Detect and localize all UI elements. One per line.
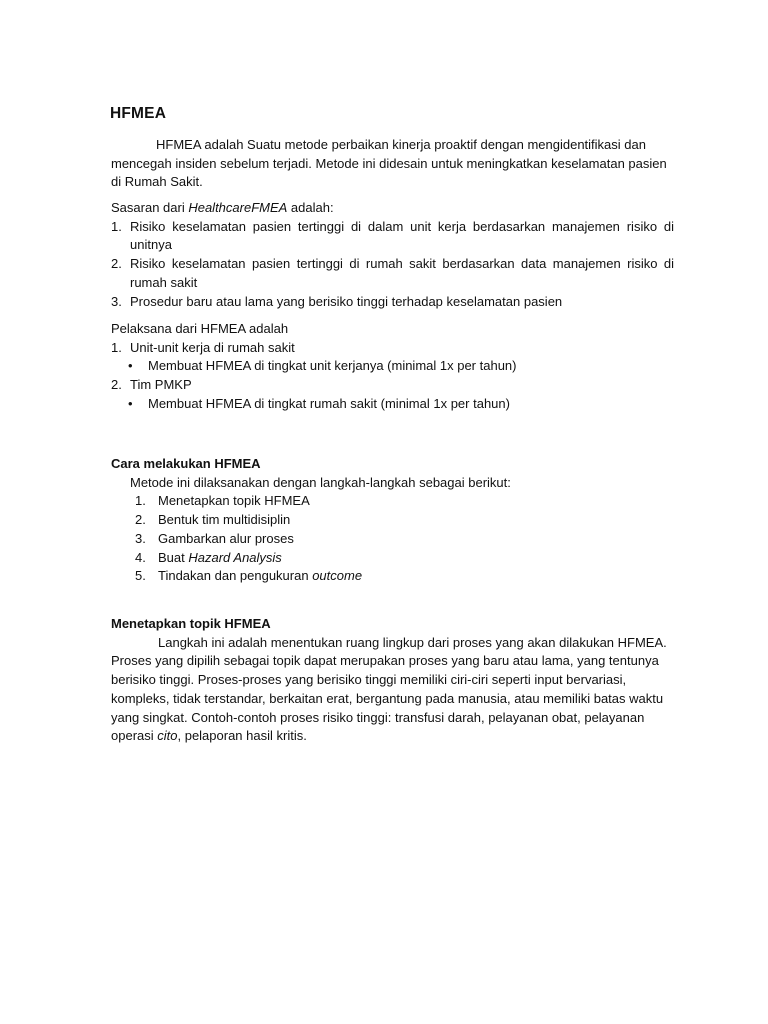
steps-list — [111, 492, 674, 586]
cara-heading: Cara melakukan HFMEA — [111, 456, 261, 471]
cara-section — [111, 455, 674, 586]
step-item — [130, 511, 674, 530]
step-text: Tindakan dan pengukuran — [158, 568, 313, 584]
step-item — [130, 549, 674, 568]
menetapkan-text-end: , pelaporan hasil kritis. — [177, 728, 307, 744]
sasaran-lead-text: Sasaran dari — [111, 200, 189, 215]
sasaran-lead — [111, 199, 674, 218]
list-number: 2. — [111, 377, 122, 393]
pelaksana-lead: Pelaksana dari HFMEA adalah — [111, 321, 289, 336]
pelaksana-bullet-text: Membuat HFMEA di tingkat unit kerjanya (minimal 1x per tahun) — [148, 358, 517, 374]
sasaran-lead-suffix: adalah: — [287, 200, 334, 215]
sasaran-item-text: Risiko keselamatan pasien tertinggi di dalam unit kerja berdasarkan manajemen risiko di unitnya — [130, 218, 674, 253]
list-number: 1. — [111, 339, 122, 355]
intro-text: HFMEA adalah Suatu metode perbaikan kinerja proaktif dengan mengidentifikasi dan mencegah insiden sebelum terjadi. Metode ini didesain untuk meningkatkan keselamatan pasien di Rumah Sakit. — [111, 137, 667, 190]
sasaran-item — [111, 218, 674, 255]
menetapkan-heading: Menetapkan topik HFMEA — [111, 616, 271, 631]
menetapkan-paragraph — [111, 634, 673, 746]
list-number: 1. — [111, 218, 122, 234]
bullet-icon: • — [128, 395, 133, 411]
pelaksana-item-text: Unit-unit kerja di rumah sakit — [130, 339, 295, 355]
sasaran-item-text: Prosedur baru atau lama yang berisiko tinggi terhadap keselamatan pasien — [130, 293, 563, 309]
step-italic: outcome — [312, 568, 363, 584]
sasaran-item — [111, 255, 674, 292]
pelaksana-item — [111, 339, 674, 358]
pelaksana-section — [111, 320, 674, 414]
step-text: Gambarkan alur proses — [158, 530, 294, 546]
cara-lead: Metode ini dilaksanakan dengan langkah-langkah sebagai berikut: — [130, 474, 511, 490]
pelaksana-item-text: Tim PMKP — [130, 377, 192, 393]
step-item — [130, 492, 674, 511]
menetapkan-section — [111, 615, 674, 746]
sasaran-item — [111, 293, 674, 312]
step-italic: Hazard Analysis — [188, 549, 282, 565]
list-number: 3. — [111, 293, 122, 309]
list-number: 3. — [135, 530, 146, 546]
pelaksana-item — [111, 376, 674, 395]
list-number: 2. — [135, 512, 146, 528]
menetapkan-text: Langkah ini adalah menentukan ruang lingkup dari proses yang akan dilakukan HFMEA. Proses yang dipilih sebagai topik dapat merupakan proses yang baru atau lama, yang tentunya berisiko tinggi. Proses-proses yang berisiko tinggi memiliki ciri-ciri seperti input bervariasi, kompleks, tidak terstandar, berkaitan erat, bergantung pada manusia, atau memiliki batas waktu yang singkat. Contoh-contoh proses risiko tinggi: transfusi darah, pelayanan obat, pelayanan operasi — [111, 634, 667, 744]
step-text: Bentuk tim multidisiplin — [158, 512, 291, 528]
intro-paragraph — [111, 136, 673, 192]
step-item — [130, 530, 674, 549]
pelaksana-bullet-text: Membuat HFMEA di tingkat rumah sakit (minimal 1x per tahun) — [148, 395, 510, 411]
pelaksana-bullet — [111, 395, 674, 414]
menetapkan-italic: cito — [157, 728, 178, 744]
list-number: 5. — [135, 568, 146, 584]
step-item — [130, 567, 674, 586]
step-text: Menetapkan topik HFMEA — [158, 493, 310, 509]
pelaksana-bullet — [111, 357, 674, 376]
sasaran-section — [111, 199, 674, 311]
sasaran-item-text: Risiko keselamatan pasien tertinggi di rumah sakit berdasarkan data manajemen risiko di rumah sakit — [130, 256, 674, 290]
page-title: HFMEA — [110, 105, 167, 122]
list-number: 2. — [111, 256, 122, 272]
bullet-icon: • — [128, 358, 133, 374]
sasaran-lead-italic: HealthcareFMEA — [188, 200, 288, 215]
list-number: 4. — [135, 549, 146, 565]
step-text: Buat — [158, 549, 189, 565]
list-number: 1. — [135, 493, 146, 509]
